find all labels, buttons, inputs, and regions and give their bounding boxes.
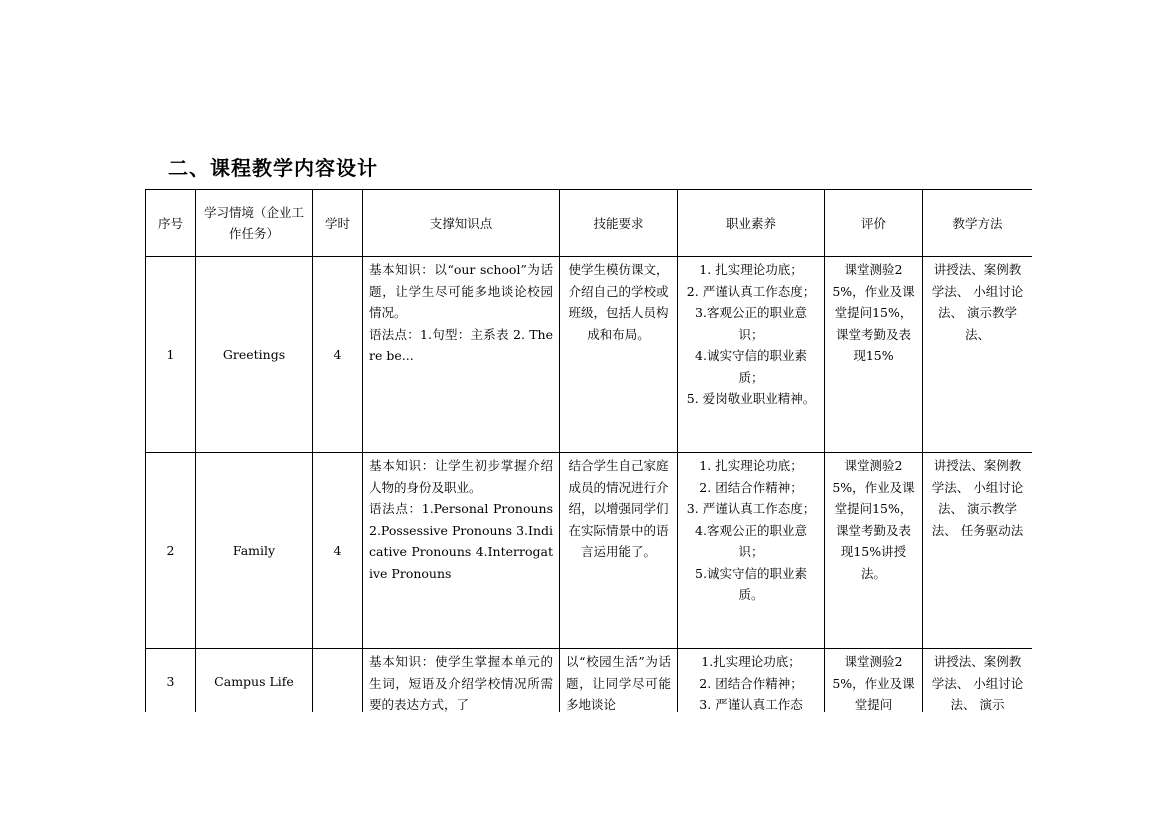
row-skills: 结合学生自己家庭成员的情况进行介绍，以增强同学们在实际情景中的语言运用能了。 — [560, 453, 678, 649]
row-skills: 以“校园生活”为话题，让同学尽可能多地谈论 — [560, 649, 678, 713]
quality-item: 4.诚实守信的职业素质； — [695, 348, 807, 385]
table-row — [146, 453, 1033, 649]
header-situation: 学习情境（企业工作任务） — [196, 190, 313, 257]
course-content-table — [145, 189, 1032, 712]
row-index: 2 — [146, 453, 196, 649]
row-quality — [678, 257, 825, 453]
page-title: 二、课程教学内容设计 — [168, 156, 378, 180]
row-hours: 4 — [313, 257, 363, 453]
header-methods: 教学方法 — [923, 190, 1033, 257]
row-knowledge: 基本知识：使学生掌握本单元的生词，短语及介绍学校情况所需要的表达方式，了 — [363, 649, 560, 713]
header-index: 序号 — [146, 190, 196, 257]
quality-item: 1.扎实理论功底； — [701, 654, 801, 669]
row-hours — [313, 649, 363, 713]
quality-item: 5. 爱岗敬业职业精神。 — [686, 391, 816, 406]
row-situation: Family — [196, 453, 313, 649]
header-evaluation: 评价 — [825, 190, 923, 257]
table-row — [146, 649, 1033, 713]
quality-item: 4.客观公正的职业意识； — [695, 522, 807, 559]
course-content-table-wrapper — [145, 189, 1032, 712]
quality-item: 1. 扎实理论功底； — [699, 262, 803, 277]
table-header-row — [146, 190, 1033, 257]
quality-item: 3. 严谨认真工作态 — [699, 697, 803, 712]
row-knowledge: 基本知识：以“our school”为话题，让学生尽可能多地谈论校园情况。 语法点：1.句型：主系表 2. There be... — [363, 257, 560, 453]
quality-item: 2. 团结合作精神； — [699, 479, 803, 495]
quality-item: 1. 扎实理论功底； — [699, 458, 803, 473]
row-quality — [678, 649, 825, 713]
header-knowledge: 支撑知识点 — [363, 190, 560, 257]
row-methods: 讲授法、案例教学法、 小组讨论法、 演示教学法、 任务驱动法 — [923, 453, 1033, 649]
quality-item: 2. 严谨认真工作态度； — [686, 283, 816, 299]
quality-item: 5.诚实守信的职业素质。 — [695, 565, 807, 602]
row-knowledge: 基本知识：让学生初步掌握介绍人物的身份及职业。 语法点：1.Personal Pronouns 2.Possessive Pronouns 3.Indicative Pronouns 4.Interrogative Pronouns — [363, 453, 560, 649]
quality-item: 3.客观公正的职业意识； — [695, 305, 807, 342]
row-evaluation: 课堂测验25%，作业及课堂提问 — [825, 649, 923, 713]
row-methods: 讲授法、案例教学法、 小组讨论法、 演示教学法、 — [923, 257, 1033, 453]
quality-item: 3. 严谨认真工作态度； — [686, 501, 816, 516]
row-index: 3 — [146, 649, 196, 713]
row-evaluation: 课堂测验25%，作业及课堂提问15%，课堂考勤及表现15% — [825, 257, 923, 453]
row-situation: Greetings — [196, 257, 313, 453]
row-index: 1 — [146, 257, 196, 453]
header-hours: 学时 — [313, 190, 363, 257]
row-methods: 讲授法、案例教学法、 小组讨论法、 演示 — [923, 649, 1033, 713]
header-quality: 职业素养 — [678, 190, 825, 257]
row-evaluation: 课堂测验25%，作业及课堂提问15%，课堂考勤及表现15%讲授法。 — [825, 453, 923, 649]
quality-item: 2. 团结合作精神； — [699, 675, 803, 691]
row-quality — [678, 453, 825, 649]
row-skills: 使学生模仿课文，介绍自己的学校或班级，包括人员构成和布局。 — [560, 257, 678, 453]
row-situation: Campus Life — [196, 649, 313, 713]
header-skills: 技能要求 — [560, 190, 678, 257]
table-row — [146, 257, 1033, 453]
row-hours: 4 — [313, 453, 363, 649]
